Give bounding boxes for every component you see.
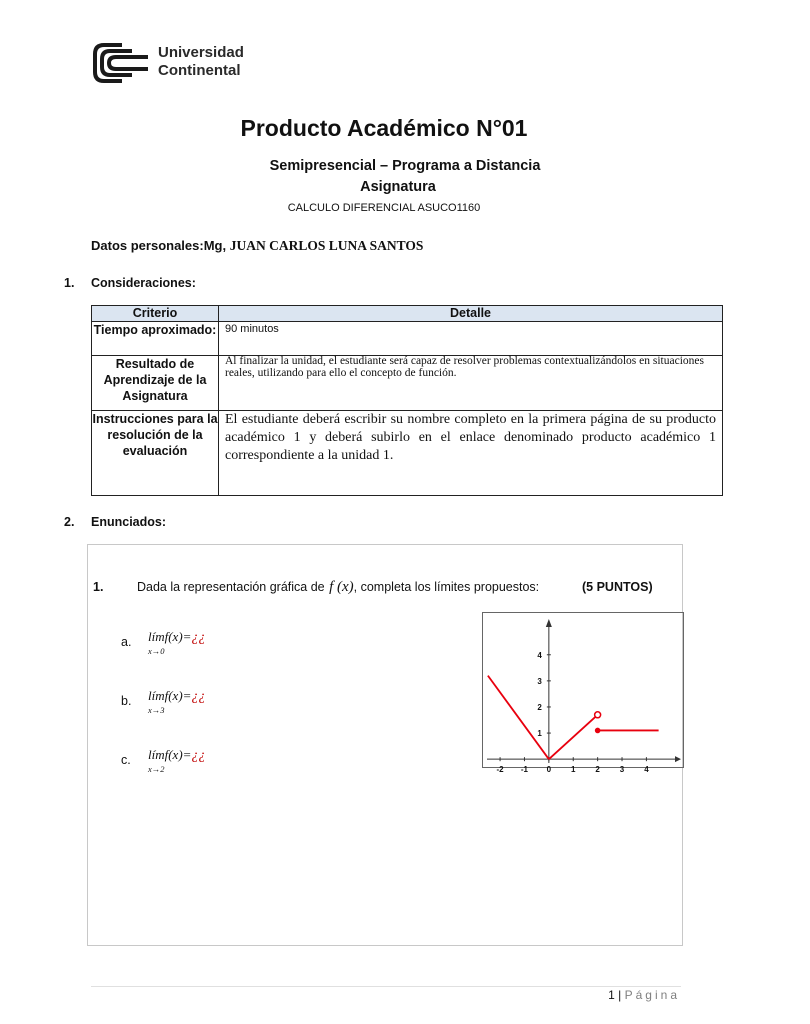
limit-a-letter: a. [121, 635, 132, 649]
x-tick-label: -2 [496, 765, 504, 775]
logo-line-1: Universidad [158, 44, 244, 61]
limit-answer: ¿¿ [191, 748, 206, 763]
footer-divider [91, 986, 681, 987]
question-statement [137, 578, 539, 596]
function-segment [549, 715, 598, 759]
x-tick-label: 4 [644, 765, 649, 775]
question-text-after: , completa los límites propuestos: [353, 580, 540, 594]
limit-answer: ¿¿ [191, 630, 206, 645]
x-tick-label: 1 [571, 765, 576, 775]
subject-label: Asignatura [360, 179, 436, 195]
table-row [92, 322, 723, 356]
page-word: Página [624, 988, 680, 1002]
function-graph [482, 612, 684, 775]
criterio-cell: Resultado de Aprendizaje de la Asignatura [92, 356, 219, 411]
y-tick-label: 2 [537, 702, 542, 712]
table-header-row [92, 306, 723, 322]
limit-expression: límf(x)= [148, 629, 192, 644]
limit-c-letter: c. [121, 753, 131, 767]
logo-line-2: Continental [158, 62, 241, 79]
x-axis-arrow [675, 756, 681, 762]
table-header-criterio: Criterio [92, 306, 219, 322]
points-label: (5 PUNTOS) [582, 580, 653, 594]
limit-expression: límf(x)= [148, 747, 192, 762]
y-tick-label: 4 [537, 650, 542, 660]
limit-a [148, 628, 205, 656]
detalle-cell: Al finalizar la unidad, el estudiante será capaz de resolver problemas contextualizándolos en situaciones reales, utilizando para ello el concepto de función. [219, 356, 723, 411]
closed-point [595, 728, 601, 734]
criteria-table [91, 305, 723, 496]
limit-b-letter: b. [121, 694, 132, 708]
limit-subscript: x→0 [148, 646, 165, 656]
limit-expression: límf(x)= [148, 688, 192, 703]
limit-subscript: x→2 [148, 764, 165, 774]
page-number: 1 [608, 988, 615, 1002]
table-header-detalle: Detalle [219, 306, 723, 322]
section-2-title: Enunciados: [91, 515, 167, 529]
open-point [595, 712, 601, 718]
limit-c [148, 746, 205, 774]
function-segment [488, 676, 549, 760]
section-1-number: 1. [64, 276, 75, 290]
logo-text [158, 44, 244, 80]
program-subtitle: Semipresencial – Programa a Distancia [269, 158, 541, 174]
question-text: Dada la representación gráfica de [137, 580, 325, 594]
personal-name: JUAN CARLOS LUNA SANTOS [229, 238, 424, 253]
detalle-cell: El estudiante deberá escribir su nombre completo en la primera página de su producto académico 1 y deberá subirlo en el enlace denominado producto académico 1 correspondiente a la unidad 1. [219, 411, 723, 496]
limit-subscript: x→3 [148, 705, 165, 715]
table-row [92, 411, 723, 496]
footer-separator: | [618, 988, 622, 1002]
limit-b [148, 687, 205, 715]
criterio-cell: Tiempo aproximado: [92, 322, 219, 356]
x-tick-label: 0 [546, 765, 552, 775]
detalle-cell: 90 minutos [219, 322, 723, 356]
x-tick-label: -1 [520, 765, 529, 775]
limit-answer: ¿¿ [191, 689, 206, 704]
x-tick-label: 2 [595, 765, 600, 775]
y-tick-label: 1 [537, 729, 542, 739]
section-1-title: Consideraciones: [91, 276, 196, 290]
y-tick-label: 3 [537, 676, 542, 686]
document-title: Producto Académico N°01 [240, 115, 528, 141]
page-footer [560, 988, 680, 1002]
section-2-number: 2. [64, 515, 75, 529]
personal-label: Datos personales:Mg, [91, 238, 227, 253]
function-notation: f (x) [329, 579, 354, 595]
table-row [92, 356, 723, 411]
criterio-cell: Instrucciones para la resolución de la evaluación [92, 411, 219, 496]
personal-data [91, 238, 439, 254]
y-axis-arrow [546, 619, 552, 627]
x-tick-label: 3 [619, 765, 625, 775]
question-number: 1. [93, 580, 104, 594]
course-name: CALCULO DIFERENCIAL ASUCO1160 [287, 202, 481, 214]
